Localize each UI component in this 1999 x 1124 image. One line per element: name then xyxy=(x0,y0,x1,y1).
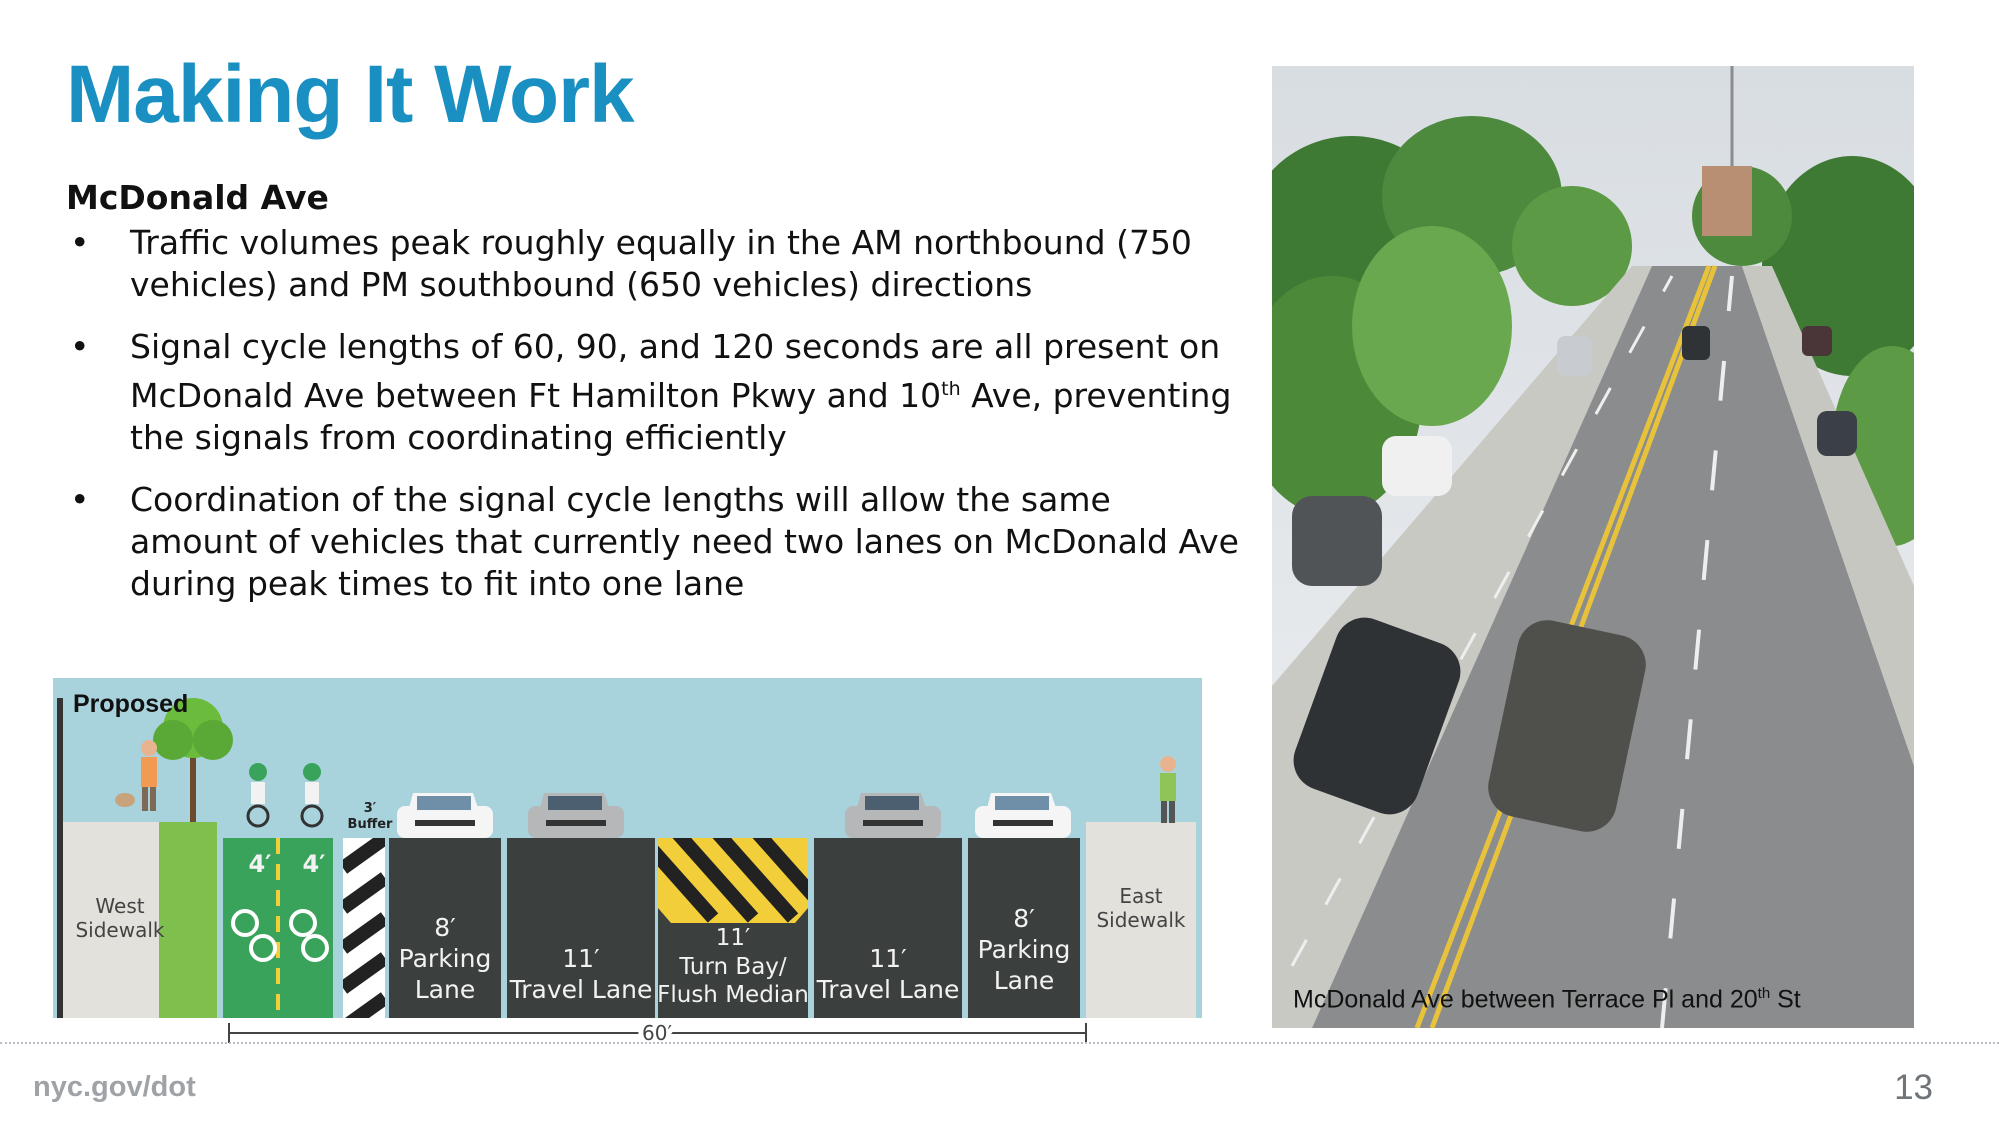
bullet-list xyxy=(66,222,1246,625)
east-parking-label-line2: Lane xyxy=(993,966,1055,995)
east-sidewalk-label-line2: Sidewalk xyxy=(1096,908,1186,932)
slide-title: Making It Work xyxy=(66,49,634,140)
street-cross-section xyxy=(53,678,1202,1061)
east-travel-label: Travel Lane xyxy=(816,975,960,1004)
bullet-marker: • xyxy=(70,223,90,262)
east-parking-width: 8′ xyxy=(1013,904,1035,933)
west-parking-label-line2: Lane xyxy=(414,975,476,1004)
east-sidewalk-label-line1: East xyxy=(1119,884,1163,908)
page-number: 13 xyxy=(1894,1068,1933,1107)
street-photo xyxy=(1272,66,1914,1028)
west-parking-width: 8′ xyxy=(434,913,456,942)
west-travel-label: Travel Lane xyxy=(509,975,653,1004)
bullet-item xyxy=(66,326,1246,459)
median-label-line2: Flush Median xyxy=(657,982,809,1008)
photo-caption: McDonald Ave between Terrace Pl and 20th St xyxy=(1293,985,1801,1014)
median-width: 11′ xyxy=(715,925,751,951)
west-parking-label-line1: Parking xyxy=(398,944,492,973)
west-sidewalk-label-line1: West xyxy=(95,894,145,918)
section-heading: McDonald Ave xyxy=(66,178,329,217)
bullet-item xyxy=(66,479,1246,605)
footer-divider xyxy=(0,1042,1999,1044)
median-label-line1: Turn Bay/ xyxy=(679,954,787,980)
east-parking-label-line1: Parking xyxy=(977,935,1071,964)
bike-lane-width-east: 4′ xyxy=(302,850,326,878)
west-sidewalk-label-line2: Sidewalk xyxy=(75,918,165,942)
bullet-text: Signal cycle lengths of 60, 90, and 120 seconds are all present on McDonald Ave between Ft Hamilton Pkwy and 10th Ave, preventing the signals from coordinating efficiently xyxy=(130,327,1232,457)
footer-url: nyc.gov/dot xyxy=(33,1071,196,1103)
bullet-marker: • xyxy=(70,327,90,366)
west-travel-width: 11′ xyxy=(562,944,600,973)
bike-lane-width-west: 4′ xyxy=(248,850,272,878)
total-width-label: 60′ xyxy=(642,1021,672,1045)
buffer-label: Buffer xyxy=(347,817,393,832)
bullet-text: Traffic volumes peak roughly equally in the AM northbound (750 vehicles) and PM southbound (650 vehicles) directions xyxy=(130,223,1192,304)
proposed-label: Proposed xyxy=(73,690,189,718)
east-travel-width: 11′ xyxy=(869,944,907,973)
bullet-item xyxy=(66,222,1246,306)
bullet-marker: • xyxy=(70,480,90,519)
buffer-width-label: 3′ xyxy=(363,801,377,816)
bullet-text: Coordination of the signal cycle lengths will allow the same amount of vehicles that currently need two lanes on McDonald Ave during peak times to fit into one lane xyxy=(130,480,1239,603)
